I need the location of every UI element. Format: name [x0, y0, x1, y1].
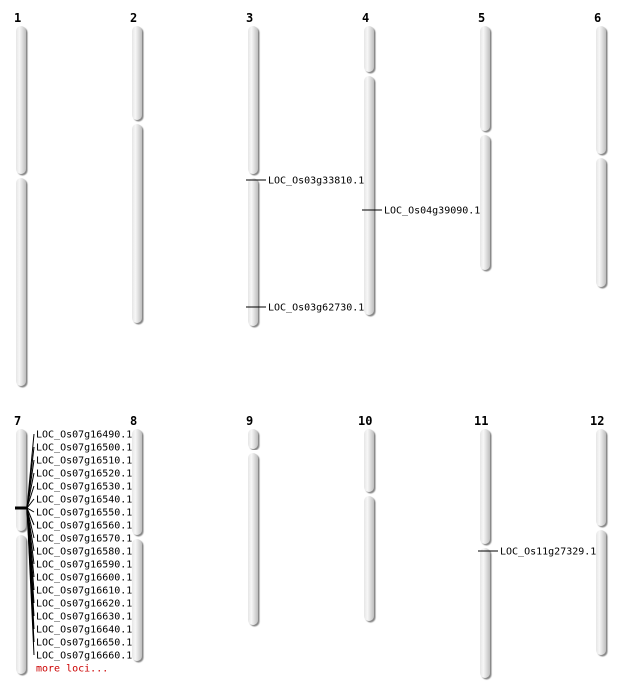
locus-label[interactable]: LOC_Os07g16540.1 — [36, 494, 133, 506]
chromosome-3[interactable] — [246, 11, 258, 326]
chromosome-long-arm[interactable] — [16, 178, 26, 386]
chromosome-9[interactable] — [246, 414, 258, 625]
locus-label[interactable]: LOC_Os07g16550.1 — [36, 507, 133, 519]
locus-label[interactable]: LOC_Os07g16620.1 — [36, 598, 133, 610]
locus-label[interactable]: LOC_Os07g16490.1 — [36, 429, 133, 441]
chromosome-short-arm[interactable] — [16, 26, 26, 174]
chromosome-7[interactable] — [14, 414, 26, 674]
locus-label[interactable]: LOC_Os07g16600.1 — [36, 572, 133, 584]
chromosome-number: 10 — [358, 414, 373, 428]
chromosome-short-arm[interactable] — [480, 429, 490, 544]
locus-label[interactable]: LOC_Os07g16610.1 — [36, 585, 133, 597]
locus-label[interactable]: LOC_Os07g16520.1 — [36, 468, 133, 480]
locus-label[interactable]: LOC_Os07g16630.1 — [36, 611, 133, 623]
chromosome-long-arm[interactable] — [16, 535, 26, 674]
locus-label[interactable]: LOC_Os03g33810.1 — [268, 175, 365, 187]
locus-label[interactable]: LOC_Os07g16640.1 — [36, 624, 133, 636]
chromosome-4[interactable] — [362, 11, 374, 315]
chromosome-2[interactable] — [130, 11, 142, 323]
locus-label[interactable]: LOC_Os07g16500.1 — [36, 442, 133, 454]
chromosome-number: 11 — [474, 414, 489, 428]
chromosome-short-arm[interactable] — [596, 429, 606, 526]
chromosome-10[interactable] — [358, 414, 374, 621]
chromosome-number: 6 — [594, 11, 602, 25]
chromosome-long-arm[interactable] — [480, 548, 490, 678]
chromosome-short-arm[interactable] — [364, 429, 374, 492]
locus-label[interactable]: LOC_Os07g16510.1 — [36, 455, 133, 467]
chromosome-11[interactable] — [474, 414, 490, 678]
chromosome-long-arm[interactable] — [132, 124, 142, 323]
chromosome-5[interactable] — [478, 11, 490, 270]
locus-label[interactable]: LOC_Os07g16590.1 — [36, 559, 133, 571]
chromosome-number: 8 — [130, 414, 138, 428]
locus-label[interactable]: LOC_Os03g62730.1 — [268, 302, 365, 314]
chromosome-number: 4 — [362, 11, 370, 25]
chromosome-number: 7 — [14, 414, 22, 428]
chromosome-long-arm[interactable] — [132, 539, 142, 661]
chromosome-short-arm[interactable] — [248, 429, 258, 449]
chromosome-long-arm[interactable] — [248, 453, 258, 625]
chromosome-long-arm[interactable] — [364, 496, 374, 621]
locus-label[interactable]: LOC_Os07g16560.1 — [36, 520, 133, 532]
chromosome-long-arm[interactable] — [248, 178, 258, 326]
more-loci-link[interactable]: more loci... — [36, 663, 109, 675]
chromosome-long-arm[interactable] — [596, 158, 606, 287]
chromosome-6[interactable] — [594, 11, 606, 287]
chromosome-number: 2 — [130, 11, 138, 25]
chromosome-short-arm[interactable] — [596, 26, 606, 154]
locus-label[interactable]: LOC_Os07g16580.1 — [36, 546, 133, 558]
chromosome-short-arm[interactable] — [132, 429, 142, 535]
chromosome-short-arm[interactable] — [16, 429, 26, 531]
chromosome-short-arm[interactable] — [364, 26, 374, 72]
locus-label[interactable]: LOC_Os07g16530.1 — [36, 481, 133, 493]
chromosome-number: 5 — [478, 11, 486, 25]
locus-label[interactable]: LOC_Os04g39090.1 — [384, 205, 481, 217]
chromosome-short-arm[interactable] — [248, 26, 258, 174]
locus-label[interactable]: LOC_Os07g16660.1 — [36, 650, 133, 662]
chromosome-number: 12 — [590, 414, 605, 428]
chromosome-1[interactable] — [14, 11, 26, 386]
chromosome-long-arm[interactable] — [596, 530, 606, 655]
chromosome-long-arm[interactable] — [480, 135, 490, 270]
locus-label[interactable]: LOC_Os11g27329.1 — [500, 546, 597, 558]
locus-label[interactable]: LOC_Os07g16650.1 — [36, 637, 133, 649]
chromosome-short-arm[interactable] — [132, 26, 142, 120]
chromosome-number: 1 — [14, 11, 22, 25]
chromosome-short-arm[interactable] — [480, 26, 490, 131]
locus-label[interactable]: LOC_Os07g16570.1 — [36, 533, 133, 545]
chromosome-long-arm[interactable] — [364, 76, 374, 315]
chromosome-number: 3 — [246, 11, 254, 25]
chromosome-number: 9 — [246, 414, 254, 428]
chromosome-12[interactable] — [590, 414, 606, 655]
